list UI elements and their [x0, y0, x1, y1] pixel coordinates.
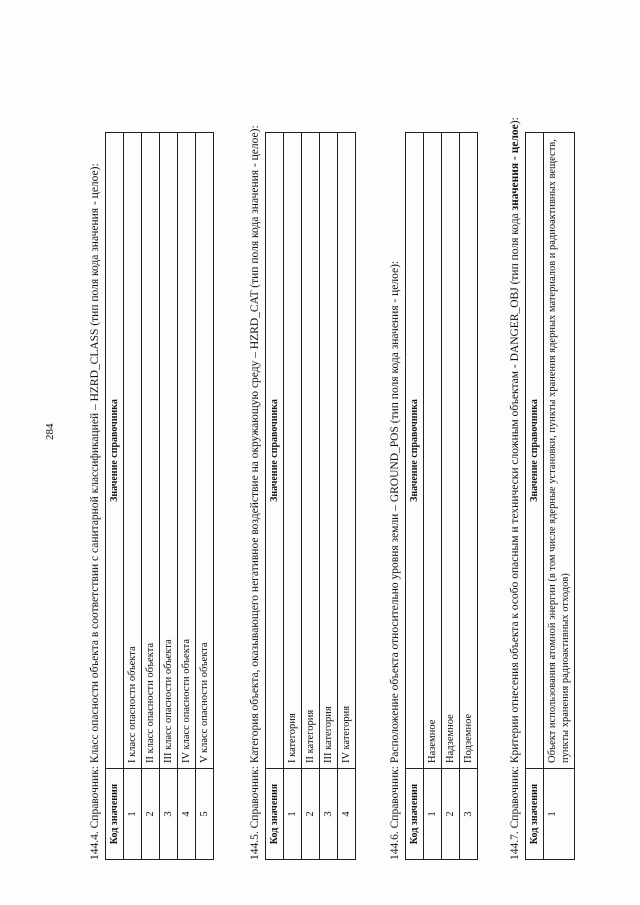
reference-table: [405, 132, 478, 860]
table-row: 1 Объект использования атомной энергии (в том числе ядерные установки, пункты хранения ядерных материалов и радиоактивных веществ, пункты хранения радиоактивных отходов): [544, 133, 575, 860]
table-row: 3 Подземное: [460, 133, 478, 860]
section-caption: 144.5. Справочник: Категория объекта, оказывающего негативное воздействие на окружающую среду – HZRD_CAT (тип поля кода значения - целое):: [249, 125, 261, 860]
section-144-5: [248, 40, 356, 860]
column-header-value: Значение справочника: [106, 133, 124, 769]
table-row: 4 IV категория: [338, 133, 356, 860]
column-header-code: Код значения: [406, 769, 424, 860]
table-row: 3 III категория: [320, 133, 338, 860]
table-row: 4 IV класс опасности объекта: [178, 133, 196, 860]
reference-table: [525, 132, 575, 860]
table-row: 1 I категория: [284, 133, 302, 860]
column-header-code: Код значения: [526, 769, 544, 860]
column-header-code: Код значения: [266, 769, 284, 860]
section-caption: 144.4. Справочник: Класс опасности объекта в соответствии с санитарной классификацией – HZRD_CLASS (тип поля кода значения - целое):: [89, 163, 101, 860]
table-row: 2 II класс опасности объекта: [142, 133, 160, 860]
column-header-value: Значение справочника: [526, 133, 544, 769]
table-row: 1 I класс опасности объекта: [124, 133, 142, 860]
section-144-6: [388, 40, 478, 860]
rotated-content: [88, 40, 628, 860]
table-row: 3 III класс опасности объекта: [160, 133, 178, 860]
table-row: 1 Наземное: [424, 133, 442, 860]
section-caption: 144.6. Справочник: Расположение объекта относительно уровня земли – GROUND_POS (тип поля кода значения - целое):: [389, 260, 401, 860]
column-header-value: Значение справочника: [266, 133, 284, 769]
section-144-7: [508, 40, 575, 860]
section-caption: 144.7. Справочник: Критерии отнесения объекта к особо опасным и технически сложным объектам - DANGER_OBJ (тип поля кода значения - целое):: [509, 117, 521, 860]
table-row: 2 II категория: [302, 133, 320, 860]
page-number: 284: [44, 423, 56, 440]
reference-table: [265, 132, 356, 860]
section-144-4: [88, 40, 214, 860]
table-row: 2 Надземное: [442, 133, 460, 860]
column-header-code: Код значения: [106, 769, 124, 860]
reference-table: [105, 132, 214, 860]
column-header-value: Значение справочника: [406, 133, 424, 769]
table-row: 5 V класс опасности объекта: [196, 133, 214, 860]
